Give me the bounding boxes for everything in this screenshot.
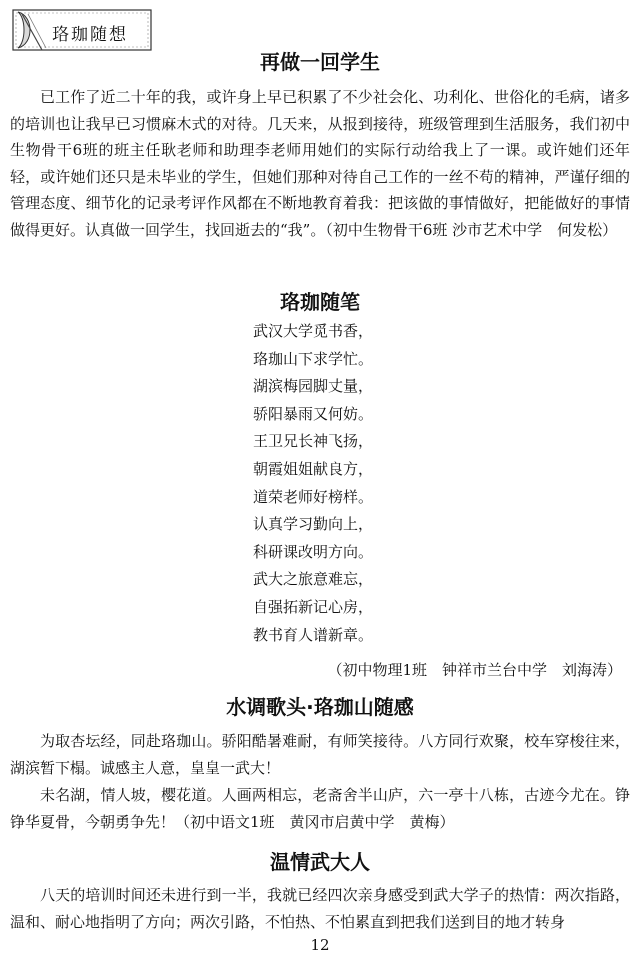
poem-line: 道荣老师好榜样。 xyxy=(253,487,374,506)
poem-line: 珞珈山下求学忙。 xyxy=(253,349,374,368)
paragraph: 八天的培训时间还未进行到一半，我就已经四次亲身感受到武大学子的热情：两次指路，温和、耐心地指明了方向；两次引路，不怕热、不怕累直到把我们送到目的地才转身 xyxy=(10,886,630,931)
poem-line: 武汉大学觅书香， xyxy=(253,322,374,340)
paragraph: 为取杏坛经，同赴珞珈山。骄阳酷暑难耐，有师笑接待。八方同行欢聚，校车穿梭往来，湖滨暂下榻。诚感主人意，皇皇一武大！ xyxy=(10,732,630,777)
author-credit: （初中物理1班 钟祥市兰台中学 刘海涛） xyxy=(327,661,622,679)
section-title: 珞珈随笔 xyxy=(280,290,360,314)
poem-line: 朝霞姐姐献良方， xyxy=(253,459,374,478)
poem-line: 武大之旅意难忘， xyxy=(253,570,374,589)
poem-line: 湖滨梅园脚丈量， xyxy=(253,377,374,396)
poem-line: 教书育人谱新章。 xyxy=(253,625,374,644)
paragraph: 已工作了近二十年的我，或许身上早已积累了不少社会化、功利化、世俗化的毛病，诸多的培训也让我早已习惯麻木式的对待。几天来，从报到接待，班级管理到生活服务，我们初中生物骨干6班的班主任耿老师和助理李老师用她们的实际行动给我上了一课。或许她们还年轻，或许她们还只是未毕业的学生，但她们那种对待自己工作的一丝不苟的精神，严谨仔细的管理态度、细节化的记录考评作风都在不断地教育着我：把该做的事情做好，把能做好的事情做得更好。认真做一回学生，找回逝去的“我”。（初中生物骨干6班 沙市艺术中学 何发松） xyxy=(10,88,630,239)
poem-line: 科研课改明方向。 xyxy=(253,542,374,561)
poem-line: 自强拓新记心房， xyxy=(253,597,374,616)
poem-line: 骄阳暴雨又何妨。 xyxy=(253,404,374,423)
paragraph: 未名湖，情人坡，樱花道。人画两相忘，老斋舍半山庐，六一亭十八栋，古迹今尤在。铮铮华夏骨，今朝勇争先！（初中语文1班 黄冈市启黄中学 黄梅） xyxy=(10,786,630,831)
section-title: 再做一回学生 xyxy=(260,50,380,74)
poem-line: 王卫兄长神飞扬， xyxy=(253,432,374,451)
poem xyxy=(253,318,373,649)
section-title: 温情武大人 xyxy=(270,850,370,874)
section-title: 水调歌头·珞珈山随感 xyxy=(226,695,414,719)
page-number: 12 xyxy=(310,936,330,954)
poem-line: 认真学习勤向上， xyxy=(253,515,374,534)
header-label: 珞珈随想 xyxy=(52,25,128,45)
